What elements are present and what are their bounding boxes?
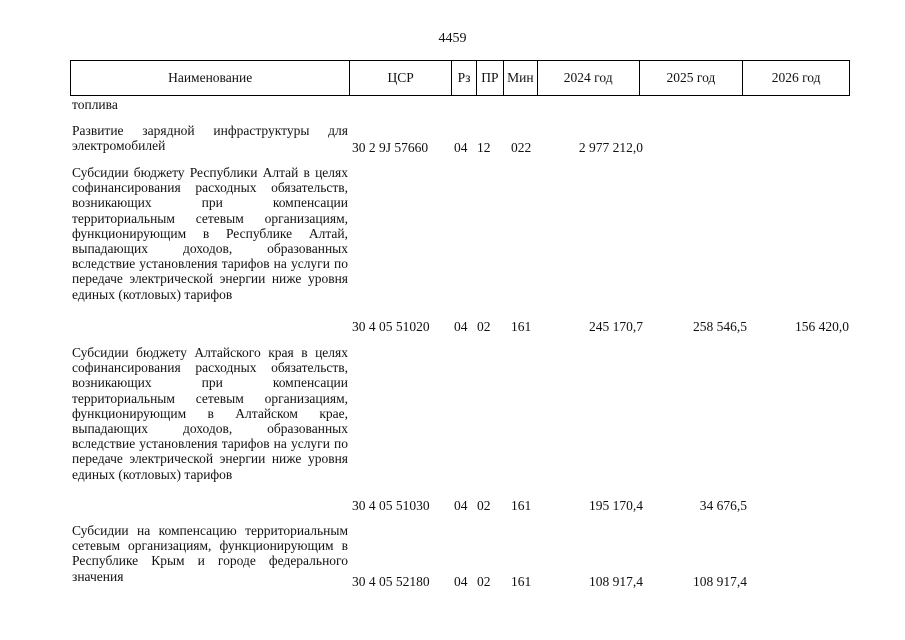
row-name: Субсидии на компенсацию территориальным сетевым организациям, функционирующим в Республике Крым и городе федерального значения [72, 523, 348, 584]
row-csr: 30 4 05 51030 [352, 498, 430, 513]
row-2025: 108 917,4 [693, 574, 747, 589]
row-pr: 02 [477, 498, 491, 513]
page-number: 4459 [438, 31, 467, 46]
row-name: топлива [72, 97, 118, 112]
row-2025: 258 546,5 [693, 319, 747, 334]
row-2024: 245 170,7 [589, 319, 643, 334]
header-pr: ПР [477, 61, 504, 95]
row-csr: 30 4 05 51020 [352, 319, 430, 334]
header-2026: 2026 год [771, 70, 821, 85]
header-name: Наименование [71, 61, 350, 95]
row-2025: 34 676,5 [699, 498, 747, 513]
row-rz: 04 [454, 140, 468, 155]
row-min: 161 [511, 574, 532, 589]
row-2024: 195 170,4 [589, 498, 643, 513]
row-2026: 156 420,0 [795, 319, 849, 334]
header-min: Мин [504, 61, 538, 95]
row-pr: 02 [477, 574, 491, 589]
header-2024: 2024 год [538, 61, 640, 95]
row-2024: 2 977 212,0 [578, 140, 643, 155]
header-rz: Рз [452, 61, 477, 95]
row-pr: 02 [477, 319, 491, 334]
row-csr: 30 2 9J 57660 [352, 140, 429, 155]
row-rz: 04 [454, 574, 468, 589]
row-min: 161 [511, 498, 532, 513]
row-rz: 04 [454, 498, 468, 513]
row-pr: 12 [477, 140, 491, 155]
row-2024: 108 917,4 [589, 574, 643, 589]
row-name: Субсидии бюджету Республики Алтай в целях софинансирования расходных обязательств, возникающих при компенсации территориальным сетевым организациям, функционирующим в Республике Алтай, выпадающих доходов, образованных вследствие установления тарифов на услуги по передаче электрической энергии ниже уровня единых (котловых) тарифов [72, 165, 348, 302]
header-csr: ЦСР [350, 61, 452, 95]
row-min: 161 [511, 319, 532, 334]
table-header [70, 60, 850, 96]
row-csr: 30 4 05 52180 [352, 574, 430, 589]
row-rz: 04 [454, 319, 468, 334]
row-name: Развитие зарядной инфраструктуры для электромобилей [72, 123, 348, 154]
row-min: 022 [511, 140, 532, 155]
header-2025: 2025 год [640, 61, 744, 95]
row-name: Субсидии бюджету Алтайского края в целях софинансирования расходных обязательств, возникающих при компенсации территориальным сетевым организациям, функционирующим в Алтайском крае, выпадающих доходов, образованных вследствие установления тарифов на услуги по передаче электрической энергии ниже уровня единых (котловых) тарифов [72, 345, 348, 482]
